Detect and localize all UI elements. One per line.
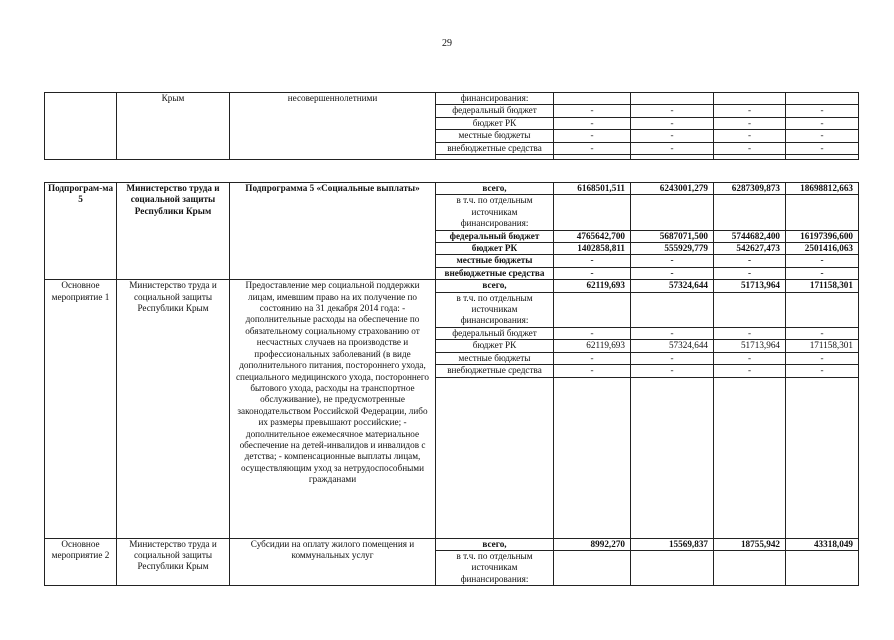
value-cell: 57324,644: [631, 280, 714, 292]
value-cell: -: [786, 327, 859, 339]
value-cell: 62119,693: [554, 280, 631, 292]
top-col3: несовершеннолетними: [230, 93, 436, 160]
value-cell: 8992,270: [554, 538, 631, 550]
table-row: [45, 280, 859, 292]
total-label: всего,: [436, 280, 554, 292]
value-cell: -: [631, 130, 714, 142]
measure2-col2: Министерство труда и социальной защиты Республики Крым: [117, 538, 230, 586]
value-cell: 5687071,500: [631, 230, 714, 242]
value-cell: 4765642,700: [554, 230, 631, 242]
value-cell: 16197396,600: [786, 230, 859, 242]
value-cell: [554, 93, 631, 105]
value-cell: 555929,779: [631, 243, 714, 255]
measure1-col2: Министерство труда и социальной защиты Республики Крым: [117, 280, 230, 538]
value-cell: 542627,473: [714, 243, 786, 255]
source-label: финансирования:: [436, 93, 554, 105]
value-cell: -: [786, 130, 859, 142]
value-cell: -: [631, 105, 714, 117]
value-cell: 62119,693: [554, 340, 631, 352]
value-cell: -: [714, 267, 786, 279]
federal-label: федеральный бюджет: [436, 230, 554, 242]
value-cell: 43318,049: [786, 538, 859, 550]
value-cell: 5744682,400: [714, 230, 786, 242]
page-number: 29: [442, 38, 452, 49]
source-label: бюджет РК: [436, 117, 554, 129]
value-cell: -: [554, 352, 631, 364]
value-cell: -: [786, 267, 859, 279]
value-cell: 6287309,873: [714, 183, 786, 195]
source-label: местные бюджеты: [436, 130, 554, 142]
value-cell: 6243001,279: [631, 183, 714, 195]
value-cell: 6168501,511: [554, 183, 631, 195]
rk-label: бюджет РК: [436, 340, 554, 352]
value-cell: 57324,644: [631, 340, 714, 352]
local-label: местные бюджеты: [436, 352, 554, 364]
value-cell: -: [631, 267, 714, 279]
total-label: всего,: [436, 183, 554, 195]
value-cell: -: [714, 105, 786, 117]
value-cell: 18755,942: [714, 538, 786, 550]
value-cell: -: [786, 105, 859, 117]
value-cell: -: [714, 255, 786, 267]
top-col2: Крым: [117, 93, 230, 160]
value-cell: -: [631, 352, 714, 364]
value-cell: -: [714, 117, 786, 129]
value-cell: -: [554, 117, 631, 129]
incl-label: в т.ч. по отдельным источникам финансирования:: [436, 292, 554, 327]
value-cell: 171158,301: [786, 340, 859, 352]
value-cell: -: [554, 255, 631, 267]
subprogram-col3: Подпрограмма 5 «Социальные выплаты»: [230, 183, 436, 280]
value-cell: [631, 93, 714, 105]
value-cell: -: [631, 327, 714, 339]
value-cell: 15569,837: [631, 538, 714, 550]
value-cell: -: [714, 365, 786, 377]
incl-label: в т.ч. по отдельным источникам финансирования:: [436, 195, 554, 230]
value-cell: [714, 93, 786, 105]
table-row: [45, 93, 859, 105]
value-cell: -: [714, 352, 786, 364]
value-cell: -: [554, 105, 631, 117]
table-row: [45, 538, 859, 550]
top-table: [44, 92, 859, 160]
value-cell: 1402858,811: [554, 243, 631, 255]
measure2-col1: Основное мероприятие 2: [45, 538, 117, 586]
value-cell: -: [714, 142, 786, 154]
value-cell: -: [786, 365, 859, 377]
value-cell: -: [554, 142, 631, 154]
value-cell: -: [554, 130, 631, 142]
extra-label: внебюджетные средства: [436, 267, 554, 279]
value-cell: -: [631, 255, 714, 267]
main-table: [44, 182, 859, 586]
value-cell: -: [786, 255, 859, 267]
subprogram-col1: Подпрограм-ма 5: [45, 183, 117, 280]
value-cell: 2501416,063: [786, 243, 859, 255]
federal-label: федеральный бюджет: [436, 327, 554, 339]
measure1-col1: Основное мероприятие 1: [45, 280, 117, 538]
top-col1: [45, 93, 117, 160]
value-cell: -: [554, 365, 631, 377]
value-cell: 51713,964: [714, 340, 786, 352]
table-row: [45, 183, 859, 195]
extra-label: внебюджетные средства: [436, 365, 554, 377]
incl-label: в т.ч. по отдельным источникам финансирования:: [436, 550, 554, 585]
value-cell: -: [786, 142, 859, 154]
value-cell: -: [786, 352, 859, 364]
value-cell: 51713,964: [714, 280, 786, 292]
source-label: внебюджетные средства: [436, 142, 554, 154]
value-cell: [786, 93, 859, 105]
total-label: всего,: [436, 538, 554, 550]
value-cell: -: [631, 365, 714, 377]
value-cell: -: [786, 117, 859, 129]
measure1-description: Предоставление мер социальной поддержки лицам, имевшим право на их получение по состоянию на 31 декабря 2014 года: - дополнительные расходы на обеспечение по обязательному социальному страхованию от несчастных случаев на производстве и профессиональных заболеваний (в виде дополнительного питания, постороннего ухода, специального медицинского ухода, постороннего бытового ухода, расходы на транспортное обслуживание), не предусмотренные законодательством Российской Федерации, либо их размеры превышают российские; - дополнительное ежемесячное материальное обеспечение на детей-инвалидов и инвалидов с детства; - компенсационные выплаты лицам, осуществляющим уход за нетрудоспособными гражданами: [230, 280, 436, 538]
value-cell: -: [554, 267, 631, 279]
local-label: местные бюджеты: [436, 255, 554, 267]
value-cell: -: [714, 130, 786, 142]
value-cell: -: [554, 327, 631, 339]
value-cell: -: [714, 327, 786, 339]
value-cell: 18698812,663: [786, 183, 859, 195]
source-label: федеральный бюджет: [436, 105, 554, 117]
measure2-description: Субсидии на оплату жилого помещения и коммунальных услуг: [230, 538, 436, 586]
subprogram-col2: Министерство труда и социальной защиты Республики Крым: [117, 183, 230, 280]
value-cell: -: [631, 142, 714, 154]
value-cell: -: [631, 117, 714, 129]
value-cell: 171158,301: [786, 280, 859, 292]
rk-label: бюджет РК: [436, 243, 554, 255]
